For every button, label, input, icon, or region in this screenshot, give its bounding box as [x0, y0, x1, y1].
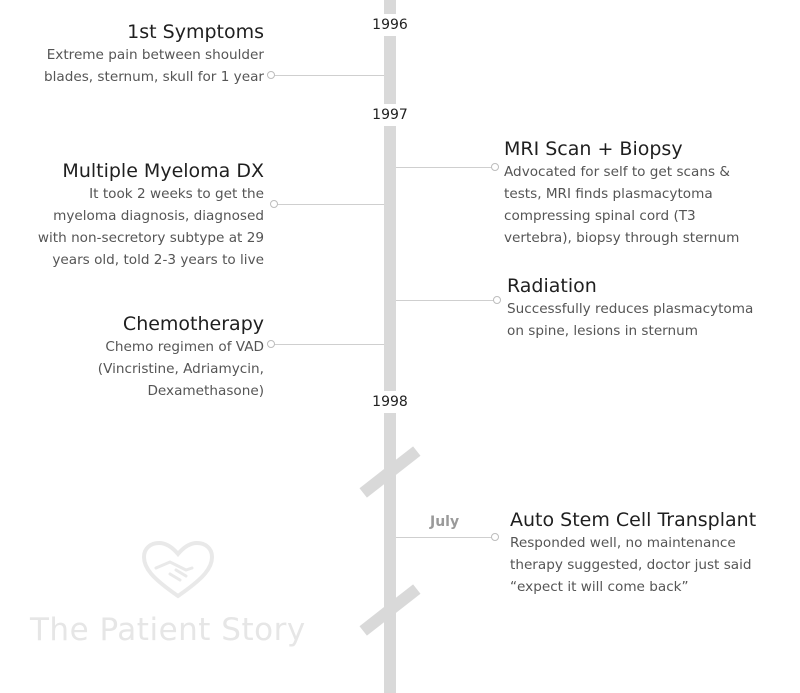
dot-radiation — [493, 296, 501, 304]
dot-stem-cell — [491, 533, 499, 541]
event-radiation — [507, 274, 797, 342]
dot-chemotherapy — [267, 340, 275, 348]
watermark-text: The Patient Story — [30, 612, 306, 648]
month-label-july: July — [430, 514, 460, 530]
connector-mri-scan — [396, 167, 492, 168]
dot-1st-symptoms — [267, 71, 275, 79]
event-title: 1st Symptoms — [127, 21, 264, 43]
event-mri-scan-biopsy — [504, 137, 794, 249]
event-description: Extreme pain between shoulder blades, sternum, skull for 1 year — [43, 47, 264, 85]
event-description: Successfully reduces plasmacytoma on spine, lesions in sternum — [507, 301, 754, 339]
connector-myeloma-dx — [277, 204, 384, 205]
dot-mri-scan — [491, 163, 499, 171]
event-title: Auto Stem Cell Transplant — [510, 509, 757, 531]
event-chemotherapy — [0, 312, 264, 402]
event-description: It took 2 weeks to get the myeloma diagnosis, diagnosed with non-secretory subtype at 29 years old, told 2-3 years to live — [37, 186, 264, 268]
connector-1st-symptoms — [274, 75, 384, 76]
year-label-1998: 1998 — [360, 391, 420, 413]
event-title: Multiple Myeloma DX — [62, 160, 264, 182]
connector-stem-cell — [396, 537, 492, 538]
event-description: Advocated for self to get scans & tests, MRI finds plasmacytoma compressing spinal cord (T3 vertebra), biopsy through sternum — [504, 164, 740, 246]
event-description: Responded well, no maintenance therapy suggested, doctor just said “expect it will come back” — [510, 535, 752, 595]
event-title: Radiation — [507, 275, 597, 297]
year-label-1996: 1996 — [360, 14, 420, 36]
event-title: MRI Scan + Biopsy — [504, 138, 683, 160]
year-label-1997: 1997 — [360, 104, 420, 126]
event-multiple-myeloma-dx — [0, 159, 264, 271]
event-title: Chemotherapy — [122, 313, 264, 335]
dot-myeloma-dx — [270, 200, 278, 208]
connector-radiation — [396, 300, 494, 301]
connector-chemotherapy — [274, 344, 384, 345]
heart-handshake-icon — [140, 540, 216, 604]
event-1st-symptoms — [0, 20, 264, 88]
event-auto-stem-cell-transplant — [510, 508, 796, 598]
event-description: Chemo regimen of VAD (Vincristine, Adriamycin, Dexamethasone) — [97, 339, 264, 399]
